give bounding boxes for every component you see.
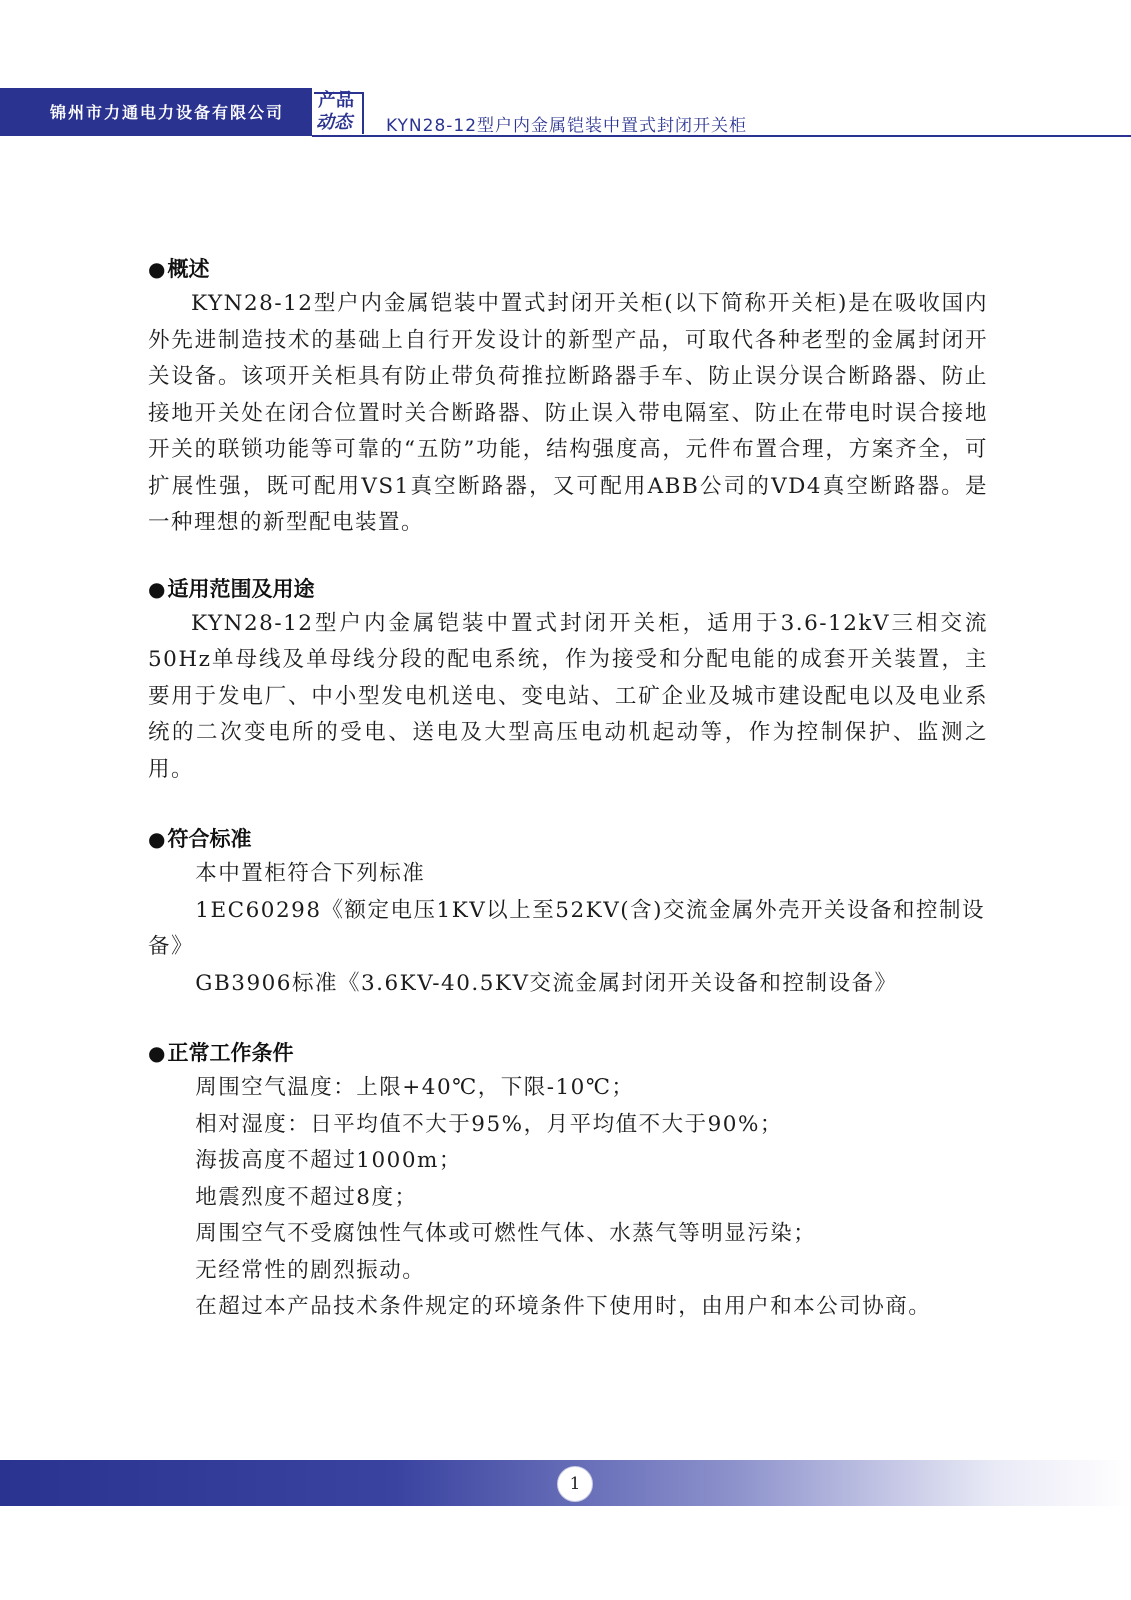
overview-paragraph: KYN28-12型户内金属铠装中置式封闭开关柜(以下简称开关柜)是在吸收国内外先进制造技术的基础上自行开发设计的新型产品，可取代各种老型的金属封闭开关设备。该项开关柜具有防止带负荷推拉断路器手车、防止误分误合断路器、防止接地开关处在闭合位置时关合断路器、防止误入带电隔室、防止在带电时误合接地开关的联锁功能等可靠的“五防”功能，结构强度高，元件布置合理，方案齐全，可扩展性强，既可配用VS1真空断路器，又可配用ABB公司的VD4真空断路器。是一种理想的新型配电装置。 [148,291,988,535]
logo-line-2: 动态 [316,112,352,133]
bullet-icon: ● [148,827,166,851]
section-title-standards: ●符合标准 [148,827,252,851]
bullet-icon: ● [148,576,166,601]
scope-paragraph: KYN28-12型户内金属铠装中置式封闭开关柜，适用于3.6-12kV三相交流50Hz单母线及单母线分段的配电系统，作为接受和分配电能的成套开关装置，主要用于发电厂、中小型发电机送电、变电站、工矿企业及城市建设配电以及电业系统的二次变电所的受电、送电及大型高压电动机起动等，作为控制保护、监测之用。 [148,610,988,782]
logo-line-1: 产品 [318,90,354,111]
document-title: KYN28-12型户内金属铠装中置式封闭开关柜 [386,116,748,136]
condition-item: 地震烈度不超过8度； [195,1184,418,1210]
condition-item: 周围空气不受腐蚀性气体或可燃性气体、水蒸气等明显污染； [195,1221,817,1246]
section-title-scope: ●适用范围及用途 [148,576,315,601]
document-body [148,252,988,1326]
section-title-conditions: ●正常工作条件 [148,1041,294,1065]
page-number: 1 [557,1466,593,1502]
condition-item: 海拔高度不超过1000m； [195,1148,462,1173]
condition-item: 相对湿度：日平均值不大于95%，月平均值不大于90%； [195,1111,783,1137]
condition-item: 无经常性的剧烈振动。 [195,1257,426,1283]
section-title-overview: ●概述 [148,257,210,281]
standards-item: GB3906标准《3.6KV-40.5KV交流金属封闭开关设备和控制设备》 [195,970,898,996]
condition-item: 周围空气温度：上限+40℃，下限-10℃； [195,1075,635,1100]
company-name: 锦州市力通电力设备有限公司 [50,103,285,122]
bullet-icon: ● [148,1041,166,1065]
product-news-logo [312,92,376,138]
condition-item: 在超过本产品技术条件规定的环境条件下使用时，由用户和本公司协商。 [195,1294,932,1319]
standards-item: 1EC60298《额定电压1KV以上至52KV(含)交流金属外壳开关设备和控制设备》 [148,897,986,959]
bullet-icon: ● [148,257,166,281]
standards-item: 本中置柜符合下列标准 [195,861,426,886]
